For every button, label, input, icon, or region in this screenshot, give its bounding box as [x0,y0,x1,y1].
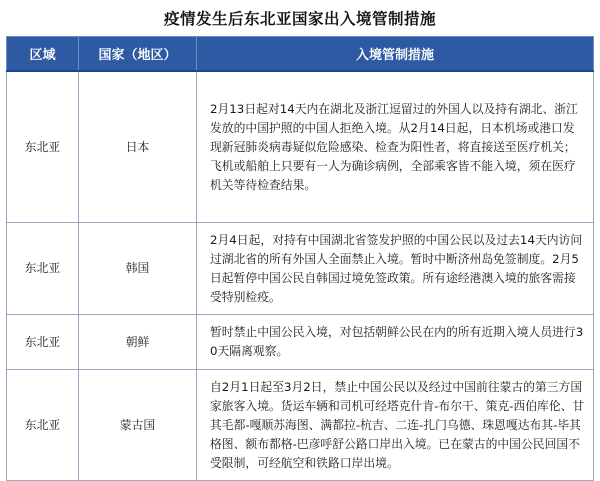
policy-table [6,36,594,481]
measures-cell: 2月4日起，对持有中国湖北省签发护照的中国公民以及过去14天内访问过湖北省的所有外国人全面禁止入境。暂时中断济州岛免签制度。2月5日起暂停中国公民自韩国过境免签政策。所有途经港澳入境的旅客需接受特别检疫。 [197,223,594,315]
country-cell: 蒙古国 [79,370,197,481]
country-column-header: 国家（地区） [79,37,197,72]
region-column-header: 区域 [7,37,79,72]
page-title: 疫情发生后东北亚国家出入境管制措施 [163,10,436,28]
table-row [7,71,594,223]
country-cell: 韩国 [79,223,197,315]
measures-column-header: 入境管制措施 [197,37,594,72]
measures-cell: 2月13日起对14天内在湖北及浙江逗留过的外国人以及持有湖北、浙江发放的中国护照的中国人拒绝入境。从2月14日起，日本机场或港口发现新冠肺炎病毒疑似危险感染、检查为阳性者，将直接送至医疗机关；飞机或船舶上只要有一人为确诊病例，全部乘客皆不能入境，须在医疗机关等待检查结果。 [197,71,594,223]
measures-cell: 暂时禁止中国公民入境，对包括朝鲜公民在内的所有近期入境人员进行30天隔离观察。 [197,315,594,370]
measures-cell: 自2月1日起至3月2日，禁止中国公民以及经过中国前往蒙古的第三方国家旅客入境。货运车辆和司机可经塔克什肯-布尔干、策克-西伯库伦、甘其毛都-嘎顺苏海图、满都拉-杭吉、二连-扎门乌德、珠恩嘎达布其-毕其格图、额布都格-巴彦呼舒公路口岸出入境。已在蒙古的中国公民回国不受限制，可经航空和铁路口岸出境。 [197,370,594,481]
region-cell: 东北亚 [7,223,79,315]
country-cell: 朝鲜 [79,315,197,370]
country-cell: 日本 [79,71,197,223]
table-row [7,223,594,315]
region-cell: 东北亚 [7,370,79,481]
table-row [7,370,594,481]
region-cell: 东北亚 [7,71,79,223]
table-row [7,315,594,370]
table-header-row [7,37,594,72]
region-cell: 东北亚 [7,315,79,370]
